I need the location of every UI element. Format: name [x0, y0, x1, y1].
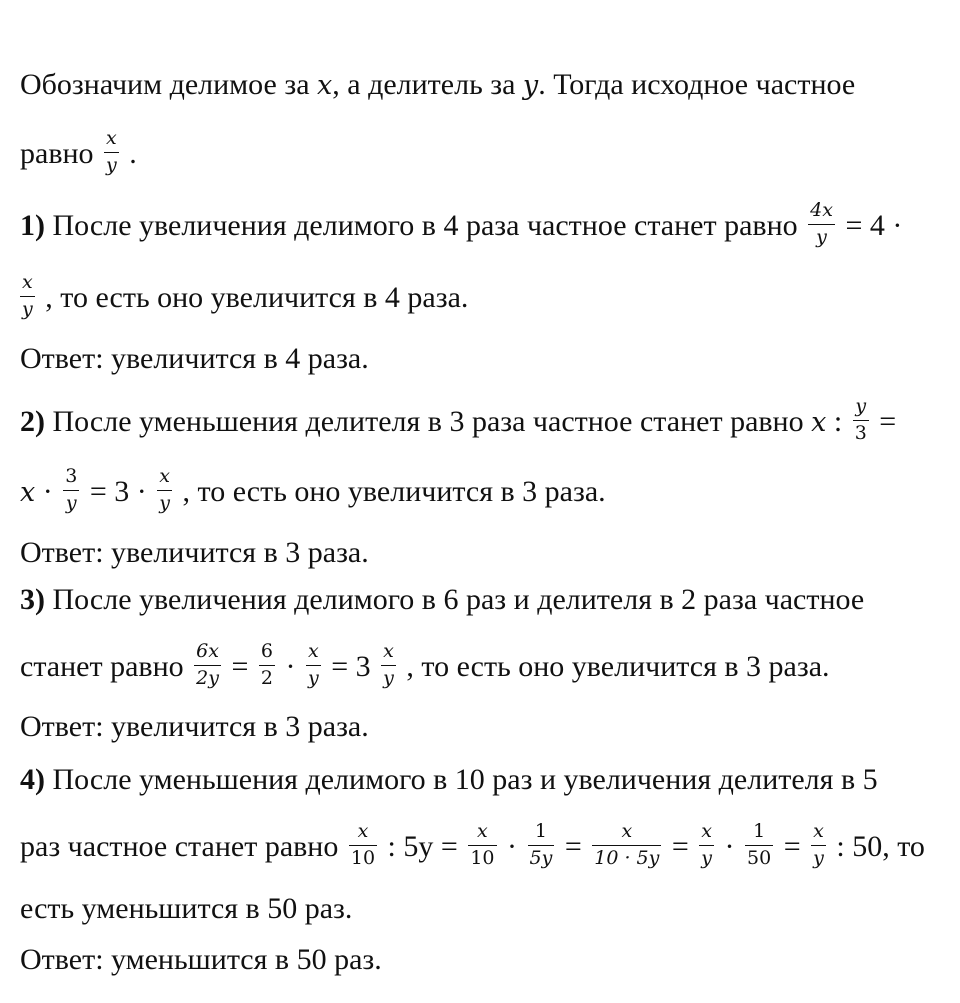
- fraction: [306, 641, 321, 690]
- part-number: 3): [20, 583, 45, 616]
- fraction: [104, 128, 119, 177]
- var-x: x: [20, 477, 36, 509]
- intro-text: , а делитель за: [332, 68, 523, 101]
- intro-text: .: [121, 137, 137, 171]
- fraction: [853, 396, 869, 445]
- part-number: 1): [20, 209, 45, 243]
- fraction-numerator: x: [104, 128, 119, 153]
- fraction-denominator: y: [307, 666, 319, 689]
- part-2-answer: Ответ: увеличится в 3 раза.: [20, 536, 369, 569]
- part-4-line-3: есть уменьшится в 50 раз.: [20, 892, 353, 925]
- fraction-denominator: y: [65, 491, 77, 514]
- intro-text: равно: [20, 137, 94, 171]
- fraction-denominator: 10: [470, 846, 495, 869]
- part-text: : 50, то: [828, 830, 925, 864]
- fraction-numerator: x: [349, 821, 377, 846]
- fraction-denominator: y: [159, 491, 170, 514]
- part-text: ·: [35, 475, 53, 509]
- fraction-denominator: y: [383, 666, 394, 689]
- part-4-line-1: [20, 765, 878, 795]
- part-text: :: [826, 405, 843, 439]
- fraction: [259, 641, 275, 690]
- part-text: раз частное станет равно: [20, 830, 339, 864]
- fraction-denominator: y: [701, 846, 713, 869]
- part-text: =: [223, 650, 249, 684]
- part-text: После уменьшения делимого в 10 раз и увеличения делителя в 5: [45, 763, 878, 796]
- fraction-numerator: y: [853, 396, 869, 421]
- fraction-numerator: x: [157, 466, 172, 491]
- part-1-line-2: [20, 271, 469, 325]
- intro-line-2: [20, 127, 137, 181]
- part-text: После уменьшения делителя в 3 раза частное станет равно: [45, 405, 812, 439]
- fraction-denominator: 10 · 5y: [594, 846, 660, 869]
- fraction: [808, 200, 835, 249]
- part-text: =: [664, 830, 689, 864]
- fraction-denominator: y: [106, 153, 117, 176]
- part-text: После увеличения делимого в 6 раз и делителя в 2 раза частное: [45, 583, 865, 616]
- fraction-numerator: x: [592, 821, 661, 846]
- fraction: [468, 821, 496, 870]
- fraction: [745, 821, 773, 870]
- fraction-numerator: 4x: [808, 200, 835, 225]
- part-text: = 3 ·: [82, 475, 147, 509]
- intro-line-1: [20, 70, 855, 100]
- fraction-denominator: y: [813, 846, 824, 869]
- var-y: y: [522, 70, 539, 101]
- part-text: , то есть оно увеличится в 3 раза.: [398, 650, 830, 684]
- part-text: ·: [277, 650, 296, 684]
- fraction: [381, 641, 396, 690]
- intro-text: . Тогда исходное частное: [538, 68, 856, 101]
- part-number: 4): [20, 763, 45, 796]
- fraction: [592, 821, 661, 870]
- part-text: ·: [717, 830, 735, 864]
- var-x: x: [811, 407, 827, 439]
- part-text: После увеличения делимого в 4 раза частное станет равно: [45, 209, 798, 243]
- part-text: =: [776, 830, 801, 864]
- var-x: x: [317, 70, 333, 101]
- part-text: = 4 ·: [837, 209, 903, 243]
- part-2-line-1: [20, 395, 897, 449]
- fraction-numerator: 6x: [194, 641, 221, 666]
- part-1-line-1: [20, 199, 903, 253]
- fraction-numerator: x: [699, 821, 714, 846]
- part-4-line-2: [20, 820, 925, 874]
- part-text: =: [871, 405, 897, 439]
- fraction-numerator: x: [468, 821, 496, 846]
- part-text: , то есть оно увеличится в 4 раза.: [37, 281, 469, 315]
- fraction: [811, 821, 826, 870]
- part-3-line-2: [20, 640, 830, 694]
- part-text: станет равно: [20, 650, 184, 684]
- fraction-denominator: 50: [747, 846, 772, 869]
- part-text: =: [557, 830, 582, 864]
- part-3-answer: Ответ: увеличится в 3 раза.: [20, 710, 369, 743]
- fraction-denominator: 10: [350, 846, 376, 869]
- fraction-numerator: 1: [528, 821, 555, 846]
- fraction: [349, 821, 377, 870]
- fraction-numerator: x: [381, 641, 396, 666]
- part-number: 2): [20, 405, 45, 439]
- fraction: [194, 641, 221, 690]
- fraction: [699, 821, 714, 870]
- part-2-line-2: [20, 465, 606, 519]
- fraction-denominator: y: [22, 297, 33, 320]
- part-text: , то есть оно увеличится в 3 раза.: [174, 475, 606, 509]
- fraction-denominator: y: [816, 225, 827, 248]
- fraction-numerator: x: [306, 641, 321, 666]
- part-text: : 5y =: [380, 830, 458, 864]
- part-text: = 3: [323, 650, 371, 684]
- fraction-numerator: 1: [745, 821, 773, 846]
- fraction: [63, 466, 79, 515]
- fraction-numerator: x: [811, 821, 826, 846]
- fraction-numerator: 6: [259, 641, 275, 666]
- part-3-line-1: [20, 585, 864, 615]
- part-1-answer: Ответ: увеличится в 4 раза.: [20, 342, 369, 375]
- fraction-denominator: 2: [260, 666, 273, 689]
- fraction: [157, 466, 172, 515]
- fraction-numerator: x: [20, 272, 35, 297]
- part-text: ·: [499, 830, 517, 864]
- fraction-denominator: 3: [854, 421, 867, 444]
- fraction-denominator: 5y: [529, 846, 553, 869]
- part-4-answer: Ответ: уменьшится в 50 раз.: [20, 943, 382, 976]
- fraction-denominator: 2y: [196, 666, 219, 689]
- fraction: [528, 821, 555, 870]
- fraction-numerator: 3: [63, 466, 79, 491]
- fraction: [20, 272, 35, 321]
- intro-text: Обозначим делимое за: [20, 68, 318, 101]
